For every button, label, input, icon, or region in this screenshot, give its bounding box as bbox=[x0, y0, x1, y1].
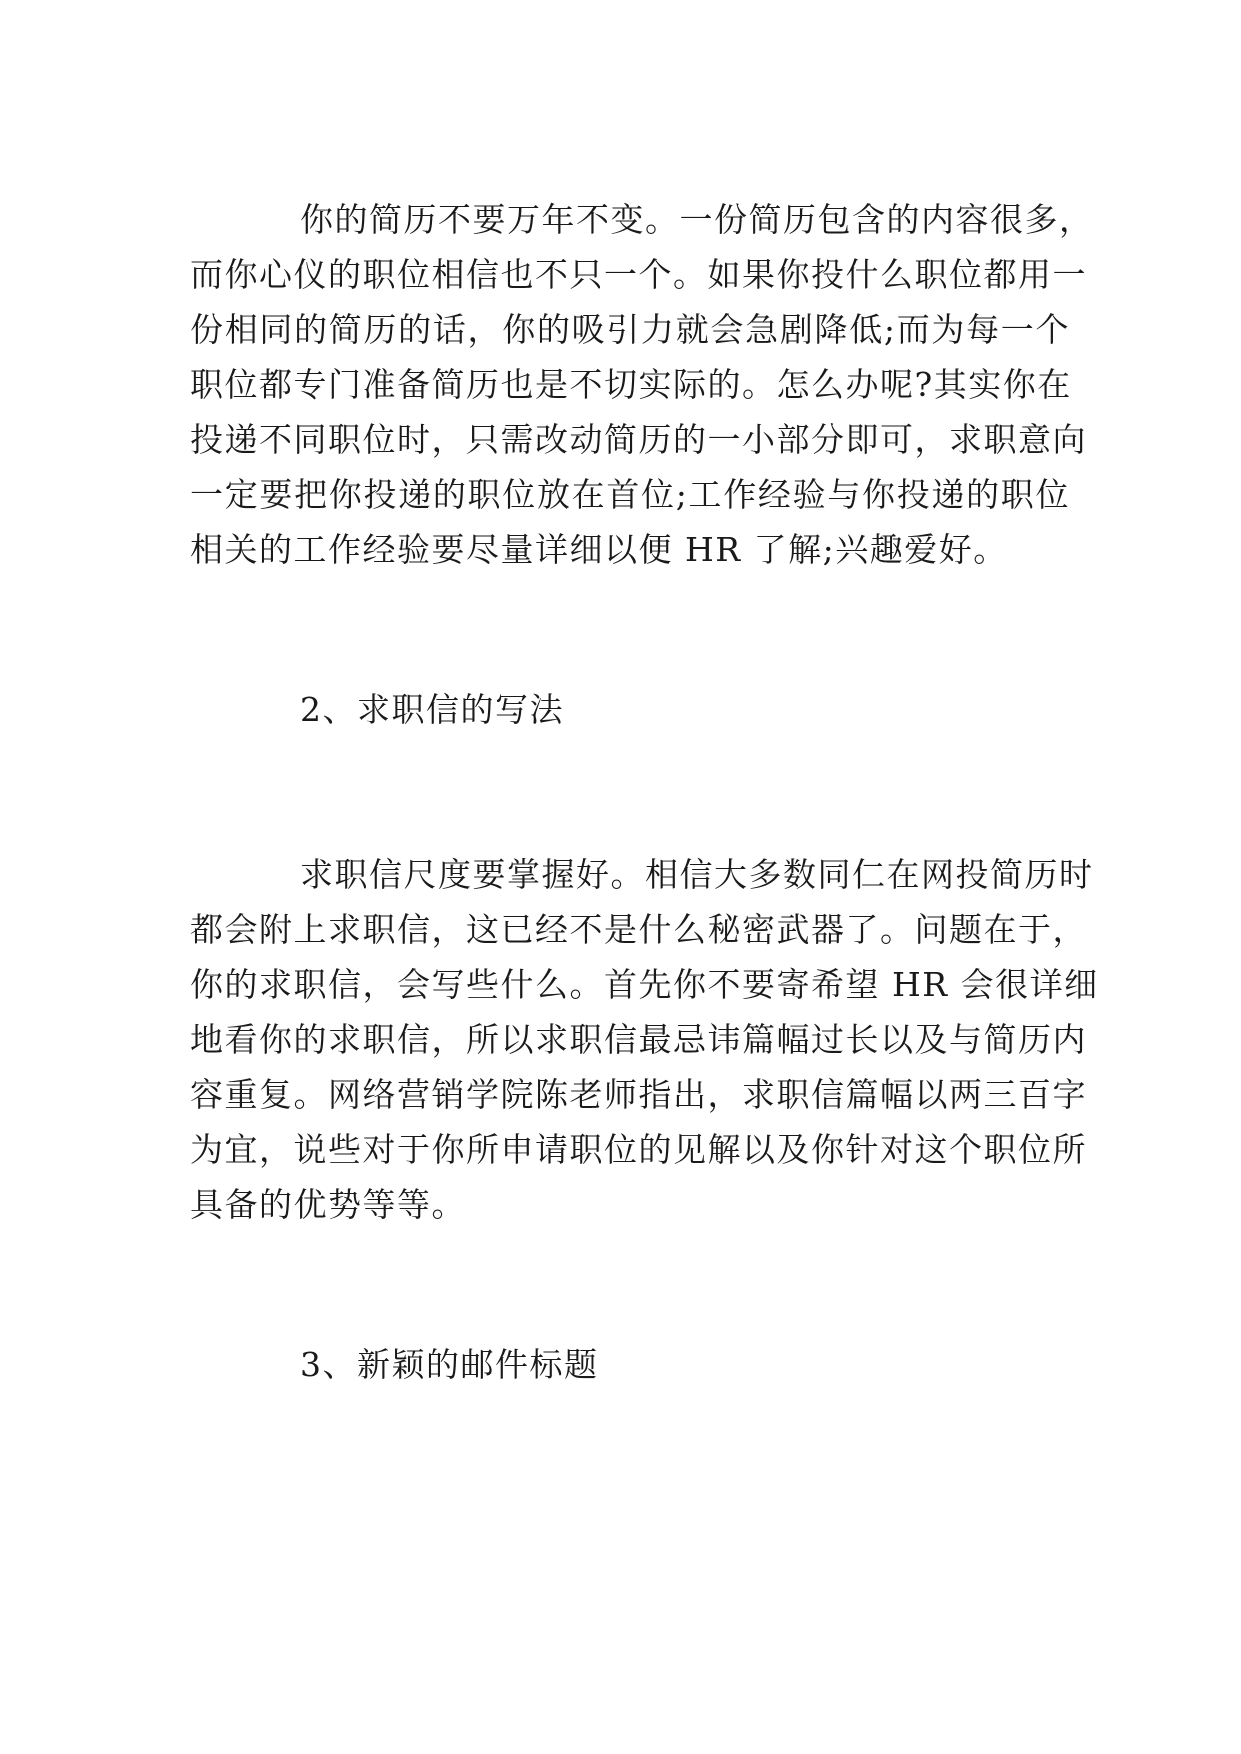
paragraph-line: 一定要把你投递的职位放在首位;工作经验与你投递的职位 bbox=[190, 475, 1070, 514]
paragraph-line: 而你心仪的职位相信也不只一个。如果你投什么职位都用一 bbox=[190, 255, 1087, 294]
paragraph-line: 求职信尺度要掌握好。相信大多数同仁在网投简历时 bbox=[300, 855, 1094, 894]
paragraph-line: 具备的优势等等。 bbox=[190, 1185, 466, 1224]
section-heading-3: 3、新颖的邮件标题 bbox=[300, 1345, 599, 1384]
paragraph-line: 容重复。网络营销学院陈老师指出，求职信篇幅以两三百字 bbox=[190, 1075, 1087, 1114]
paragraph-line: 相关的工作经验要尽量详细以便 HR 了解;兴趣爱好。 bbox=[190, 530, 1008, 569]
paragraph-line: 份相同的简历的话，你的吸引力就会急剧降低;而为每一个 bbox=[190, 310, 1070, 349]
paragraph-line: 地看你的求职信，所以求职信最忌讳篇幅过长以及与简历内 bbox=[190, 1020, 1087, 1059]
paragraph-line: 职位都专门准备简历也是不切实际的。怎么办呢?其实你在 bbox=[190, 365, 1072, 404]
paragraph-line: 都会附上求职信，这已经不是什么秘密武器了。问题在于， bbox=[190, 910, 1087, 949]
section-heading-2: 2、求职信的写法 bbox=[300, 690, 564, 729]
paragraph-line: 投递不同职位时，只需改动简历的一小部分即可，求职意向 bbox=[190, 420, 1087, 459]
paragraph-line: 你的求职信，会写些什么。首先你不要寄希望 HR 会很详细 bbox=[190, 965, 1099, 1004]
paragraph-line: 为宜，说些对于你所申请职位的见解以及你针对这个职位所 bbox=[190, 1130, 1087, 1169]
paragraph-line: 你的简历不要万年不变。一份简历包含的内容很多， bbox=[300, 200, 1094, 239]
